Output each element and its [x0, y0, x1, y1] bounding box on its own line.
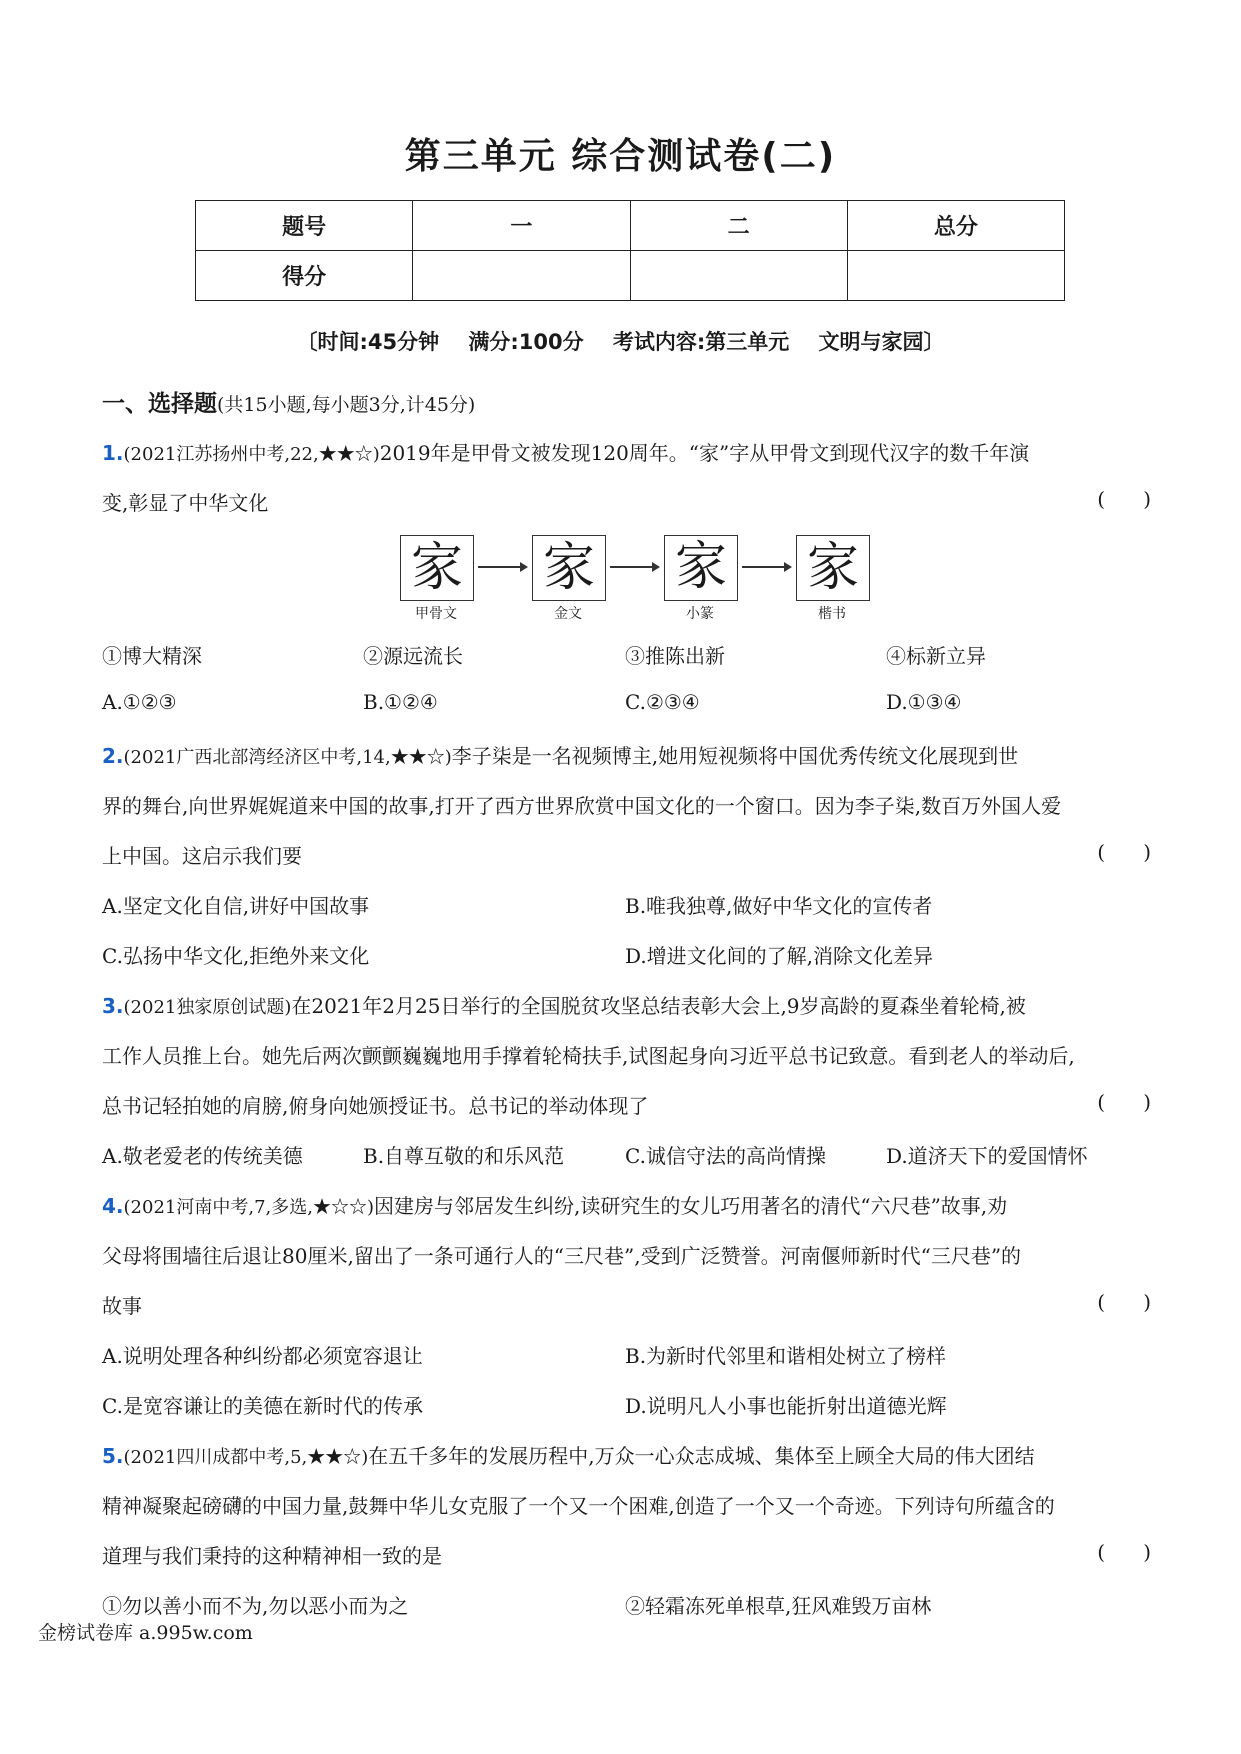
- answer-option[interactable]: D.道济天下的爱国情怀: [886, 1144, 1088, 1168]
- answer-paren: ( ): [1097, 1290, 1151, 1314]
- answer-option[interactable]: A.①②③: [102, 690, 177, 714]
- answer-option[interactable]: A.敬老爱老的传统美德: [102, 1144, 303, 1168]
- statement: ②轻霜冻死单根草,狂风难毁万亩林: [625, 1594, 932, 1618]
- answer-paren: ( ): [1097, 1540, 1151, 1564]
- question-4-line-3: 故事: [102, 1294, 142, 1318]
- question-3-line-1: [102, 990, 1026, 1019]
- question-text: 因建房与邻居发生纠纷,读研究生的女儿巧用著名的清代“六尺巷”故事,劝: [374, 1194, 1008, 1218]
- statement: ①勿以善小而不为,勿以恶小而为之: [102, 1594, 409, 1618]
- question-1-line-1: [102, 437, 1029, 466]
- score-header-cell: 一: [413, 201, 630, 251]
- question-number: 3.: [102, 994, 124, 1018]
- character-evolution-figure: [400, 535, 870, 625]
- question-5-line-3: 道理与我们秉持的这种精神相一致的是: [102, 1544, 442, 1568]
- arrow-icon: [610, 566, 658, 568]
- score-table-score-row: [196, 251, 1065, 301]
- answer-option[interactable]: D.①③④: [886, 690, 962, 714]
- section-title: 一、选择题: [102, 391, 217, 417]
- question-text: 在五千多年的发展历程中,万众一心众志成城、集体至上顾全大局的伟大团结: [368, 1444, 1035, 1468]
- glyph-label: 小篆: [686, 606, 714, 622]
- statement: ④标新立异: [886, 644, 986, 668]
- score-table-header-row: [196, 201, 1065, 251]
- answer-paren: ( ): [1097, 840, 1151, 864]
- question-number: 2.: [102, 744, 124, 768]
- page-title: 第三单元 综合测试卷(二): [404, 136, 837, 177]
- arrow-icon: [478, 566, 526, 568]
- answer-option[interactable]: D.增进文化间的了解,消除文化差异: [625, 944, 934, 968]
- answer-paren: ( ): [1097, 1090, 1151, 1114]
- score-cell[interactable]: [413, 251, 630, 301]
- question-source: (2021独家原创试题): [123, 997, 292, 1018]
- answer-option[interactable]: C.是宽容谦让的美德在新时代的传承: [102, 1394, 423, 1418]
- answer-option[interactable]: C.诚信守法的高尚情操: [625, 1144, 826, 1168]
- answer-paren: ( ): [1097, 487, 1151, 511]
- question-number: 5.: [102, 1444, 124, 1468]
- section-heading: [102, 385, 475, 418]
- question-source: (2021四川成都中考,5,★★☆): [123, 1447, 369, 1468]
- regular-script-glyph: 家: [796, 535, 870, 601]
- glyph-label: 楷书: [818, 606, 846, 622]
- score-row-label: 得分: [196, 251, 413, 301]
- question-2-line-3: 上中国。这启示我们要: [102, 844, 302, 868]
- answer-option[interactable]: A.说明处理各种纠纷都必须宽容退让: [102, 1344, 423, 1368]
- question-5-line-2: 精神凝聚起磅礴的中国力量,鼓舞中华儿女克服了一个又一个困难,创造了一个又一个奇迹。下列诗句所蕴含的: [102, 1494, 1055, 1518]
- question-1-line-2: 变,彰显了中华文化: [102, 491, 269, 515]
- score-cell[interactable]: [847, 251, 1064, 301]
- question-3-line-2: 工作人员推上台。她先后两次颤颤巍巍地用手撑着轮椅扶手,试图起身向习近平总书记致意。看到老人的举动后,: [102, 1044, 1075, 1068]
- score-header-cell: 二: [630, 201, 847, 251]
- question-number: 4.: [102, 1194, 124, 1218]
- score-header-cell: 题号: [196, 201, 413, 251]
- seal-glyph: 家: [664, 535, 738, 601]
- statement: ①博大精深: [102, 644, 202, 668]
- glyph-label: 金文: [554, 606, 582, 622]
- question-number: 1.: [102, 441, 124, 465]
- answer-option[interactable]: D.说明凡人小事也能折射出道德光辉: [625, 1394, 947, 1418]
- question-2-line-2: 界的舞台,向世界娓娓道来中国的故事,打开了西方世界欣赏中国文化的一个窗口。因为李子柒,数百万外国人爱: [102, 794, 1062, 818]
- section-note: (共15小题,每小题3分,计45分): [217, 394, 476, 416]
- answer-option[interactable]: C.②③④: [625, 690, 700, 714]
- glyph-label: 甲骨文: [415, 606, 457, 622]
- answer-option[interactable]: B.为新时代邻里和谐相处树立了榜样: [625, 1344, 947, 1368]
- score-table: [195, 200, 1065, 301]
- bronze-glyph: 家: [532, 535, 606, 601]
- answer-option[interactable]: C.弘扬中华文化,拒绝外来文化: [102, 944, 370, 968]
- score-header-cell: 总分: [847, 201, 1064, 251]
- question-3-line-3: 总书记轻拍她的肩膀,俯身向她颁授证书。总书记的举动体现了: [102, 1094, 649, 1118]
- answer-option[interactable]: B.①②④: [363, 690, 438, 714]
- question-4-line-2: 父母将围墙往后退让80厘米,留出了一条可通行人的“三尺巷”,受到广泛赞誉。河南偃师新时代“三尺巷”的: [102, 1244, 1022, 1268]
- answer-option[interactable]: B.唯我独尊,做好中华文化的宣传者: [625, 894, 933, 918]
- arrow-icon: [742, 566, 790, 568]
- answer-option[interactable]: B.自尊互敬的和乐风范: [363, 1144, 565, 1168]
- question-text: 李子柒是一名视频博主,她用短视频将中国优秀传统文化展现到世: [451, 744, 1019, 768]
- answer-option[interactable]: A.坚定文化自信,讲好中国故事: [102, 894, 370, 918]
- question-text: 在2021年2月25日举行的全国脱贫攻坚总结表彰大会上,9岁高龄的夏森坐着轮椅,被: [291, 994, 1026, 1018]
- statement: ③推陈出新: [625, 644, 725, 668]
- score-cell[interactable]: [630, 251, 847, 301]
- exam-info: 〔时间:45分钟 满分:100分 考试内容:第三单元 文明与家园〕: [296, 330, 945, 354]
- question-source: (2021江苏扬州中考,22,★★☆): [123, 444, 380, 465]
- question-2-line-1: [102, 740, 1018, 769]
- question-5-line-1: [102, 1440, 1035, 1469]
- question-source: (2021河南中考,7,多选,★☆☆): [123, 1197, 374, 1218]
- question-4-line-1: [102, 1190, 1007, 1219]
- footer-source: 金榜试卷库 a.995w.com: [38, 1622, 253, 1644]
- oracle-bone-glyph: 家: [400, 535, 474, 601]
- question-source: (2021广西北部湾经济区中考,14,★★☆): [123, 747, 452, 768]
- question-text: 2019年是甲骨文被发现120周年。“家”字从甲骨文到现代汉字的数千年演: [379, 441, 1030, 465]
- statement: ②源远流长: [363, 644, 463, 668]
